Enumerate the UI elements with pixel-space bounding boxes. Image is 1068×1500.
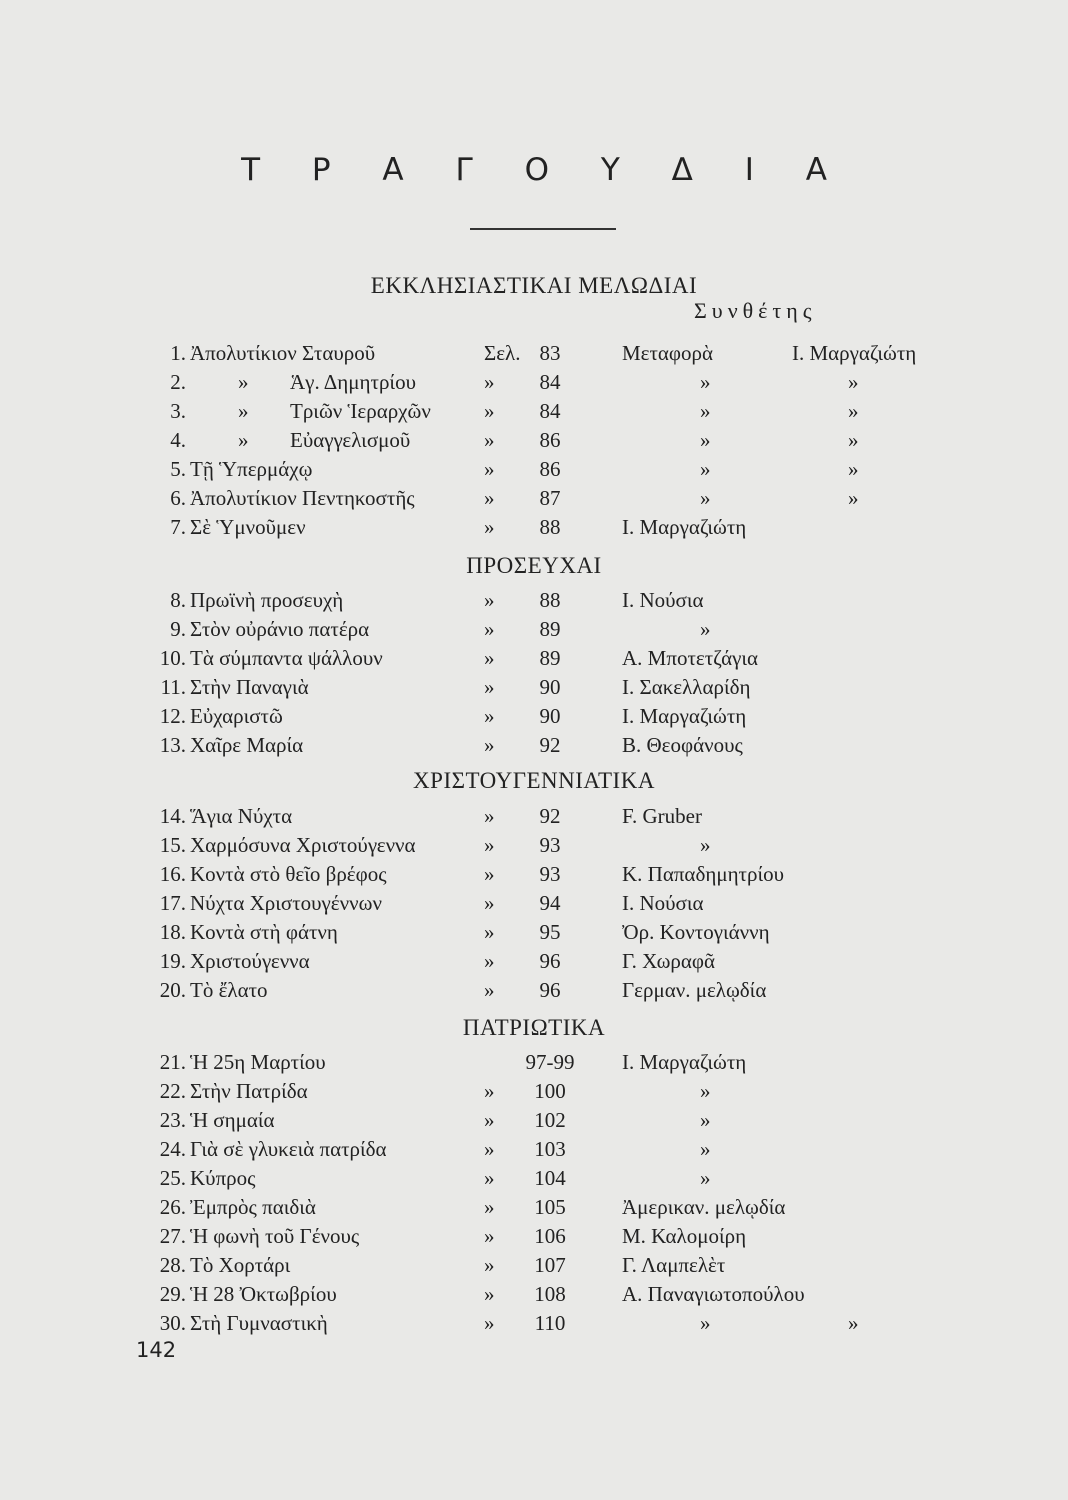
song-page: 103 <box>534 1137 566 1161</box>
song-composer-secondary: Ι. Μαργαζιώτη <box>792 341 917 365</box>
page-ref-label: » <box>484 1079 495 1103</box>
section-heading-ecclesiastical: ΕΚΚΛΗΣΙΑΣΤΙΚΑΙ ΜΕΛΩΔΙΑΙ <box>370 273 698 298</box>
song-composer: Α. Μποτετζάγια <box>622 646 759 670</box>
song-number: 14. <box>159 804 186 828</box>
song-composer: » <box>700 486 711 510</box>
song-number: 10. <box>159 646 186 670</box>
song-composer-secondary: » <box>848 457 859 481</box>
page-ref-label: » <box>484 457 495 481</box>
song-composer: Κ. Παπαδημητρίου <box>622 862 785 886</box>
song-row <box>0 617 1068 645</box>
song-number: 3. <box>170 399 186 423</box>
song-number: 4. <box>170 428 186 452</box>
song-number: 1. <box>170 341 186 365</box>
song-number: 2. <box>170 370 186 394</box>
song-number: 21. <box>159 1050 186 1074</box>
song-composer: Ι. Μαργαζιώτη <box>622 704 747 728</box>
page-ref-label: » <box>484 588 495 612</box>
song-title: Κοντὰ στὴ φάτνη <box>190 920 338 944</box>
song-page: 87 <box>539 486 561 510</box>
song-composer: » <box>700 370 711 394</box>
song-composer: Ι. Νούσια <box>622 891 704 915</box>
song-number: 30. <box>159 1311 186 1335</box>
page-ref-label: » <box>484 515 495 539</box>
song-row <box>0 1166 1068 1194</box>
song-composer: » <box>700 399 711 423</box>
song-title: Ἀπολυτίκιον Πεντηκοστῆς <box>190 486 415 510</box>
song-page: 107 <box>534 1253 566 1277</box>
song-row <box>0 486 1068 514</box>
song-row <box>0 457 1068 485</box>
page-ref-label: » <box>484 675 495 699</box>
song-page: 90 <box>539 704 561 728</box>
page-ref-label: » <box>484 399 495 423</box>
song-composer-secondary: » <box>848 1311 859 1335</box>
page-ref-label: » <box>484 1108 495 1132</box>
song-page: 95 <box>539 920 561 944</box>
song-row <box>0 804 1068 832</box>
song-number: 28. <box>159 1253 186 1277</box>
page-ref-label: Σελ. <box>484 341 521 365</box>
song-number: 27. <box>159 1224 186 1248</box>
song-title: Ἡ 28 Ὀκτωβρίου <box>190 1282 337 1306</box>
song-row <box>0 428 1068 456</box>
song-title: Χαρμόσυνα Χριστούγεννα <box>190 833 416 857</box>
song-page: 88 <box>539 588 561 612</box>
song-number: 13. <box>159 733 186 757</box>
song-number: 9. <box>170 617 186 641</box>
song-row <box>0 978 1068 1006</box>
song-number: 25. <box>159 1166 186 1190</box>
song-title: Ἡ φωνὴ τοῦ Γένους <box>190 1224 360 1248</box>
song-composer: » <box>700 1311 711 1335</box>
page-ref-label: » <box>484 920 495 944</box>
song-number: 19. <box>159 949 186 973</box>
song-title: Χριστούγεννα <box>190 949 310 973</box>
page-number: 142 <box>136 1338 177 1362</box>
song-title: Ἅγια Νύχτα <box>190 804 293 828</box>
page-ref-label: » <box>484 1195 495 1219</box>
song-composer: » <box>700 1108 711 1132</box>
song-composer: Γ. Χωραφᾶ <box>622 949 716 973</box>
song-composer: Ὀρ. Κοντογιάννη <box>622 920 770 944</box>
song-composer-secondary: » <box>848 399 859 423</box>
song-row <box>0 1253 1068 1281</box>
song-page: 93 <box>539 862 561 886</box>
page-ref-label: » <box>484 862 495 886</box>
song-row <box>0 1137 1068 1165</box>
song-row <box>0 341 1068 369</box>
page-ref-label: » <box>484 617 495 641</box>
song-number: 16. <box>159 862 186 886</box>
song-title: Τριῶν Ἱεραρχῶν <box>290 399 431 423</box>
song-ditto-mark: » <box>238 370 249 394</box>
song-number: 6. <box>170 486 186 510</box>
song-row <box>0 891 1068 919</box>
section-heading-prayers: ΠΡΟΣΕΥΧΑΙ <box>466 553 602 578</box>
song-title: Ἐμπρὸς παιδιὰ <box>190 1195 316 1219</box>
page-title: Τ Ρ Α Γ Ο Υ Δ Ι Α <box>241 152 848 188</box>
song-page: 83 <box>539 341 561 365</box>
song-title: Ἀπολυτίκιον Σταυροῦ <box>190 341 376 365</box>
song-number: 5. <box>170 457 186 481</box>
page-ref-label: » <box>484 704 495 728</box>
page-ref-label: » <box>484 486 495 510</box>
section-heading-patriotic: ΠΑΤΡΙΩΤΙΚΑ <box>462 1015 606 1040</box>
song-row <box>0 1311 1068 1339</box>
song-composer: Ι. Μαργαζιώτη <box>622 1050 747 1074</box>
song-composer: Ι. Νούσια <box>622 588 704 612</box>
page-ref-label: » <box>484 1311 495 1335</box>
page-ref-label: » <box>484 1137 495 1161</box>
song-row <box>0 1282 1068 1310</box>
song-row <box>0 1224 1068 1252</box>
song-row <box>0 1108 1068 1136</box>
song-row <box>0 399 1068 427</box>
song-title: Νύχτα Χριστουγέννων <box>190 891 382 915</box>
song-page: 102 <box>534 1108 566 1132</box>
song-composer: » <box>700 833 711 857</box>
song-composer: Γ. Λαμπελὲτ <box>622 1253 726 1277</box>
song-page: 92 <box>539 804 561 828</box>
song-number: 24. <box>159 1137 186 1161</box>
song-number: 26. <box>159 1195 186 1219</box>
song-title: Χαῖρε Μαρία <box>190 733 304 757</box>
song-composer: Β. Θεοφάνους <box>622 733 743 757</box>
song-title: Στὴν Πατρίδα <box>190 1079 308 1103</box>
song-title: Κοντὰ στὸ θεῖο βρέφος <box>190 862 387 886</box>
composer-column-header: Συνθέτης <box>694 298 817 323</box>
page-ref-label: » <box>484 949 495 973</box>
song-page: 108 <box>534 1282 566 1306</box>
song-page: 100 <box>534 1079 566 1103</box>
page-ref-label: » <box>484 891 495 915</box>
song-row <box>0 1050 1068 1078</box>
song-title: Στὴν Παναγιὰ <box>190 675 309 699</box>
song-title: Σὲ Ὑμνοῦμεν <box>190 515 306 539</box>
song-composer: Μεταφορὰ <box>622 341 714 365</box>
song-composer: Ι. Μαργαζιώτη <box>622 515 747 539</box>
song-composer: Ἀμερικαν. μελῳδία <box>622 1195 786 1219</box>
song-title: Πρωϊνὴ προσευχὴ <box>190 588 344 612</box>
song-page: 97-99 <box>525 1050 575 1074</box>
song-number: 7. <box>170 515 186 539</box>
song-composer: » <box>700 428 711 452</box>
song-row <box>0 515 1068 543</box>
song-composer: Γερμαν. μελῳδία <box>622 978 767 1002</box>
song-row <box>0 862 1068 890</box>
song-composer: F. Gruber <box>622 804 702 828</box>
song-title: Ἁγ. Δημητρίου <box>290 370 416 394</box>
song-row <box>0 704 1068 732</box>
song-page: 92 <box>539 733 561 757</box>
song-number: 17. <box>159 891 186 915</box>
song-number: 22. <box>159 1079 186 1103</box>
song-number: 11. <box>160 675 186 699</box>
page-ref-label: » <box>484 428 495 452</box>
song-number: 18. <box>159 920 186 944</box>
song-title: Στὸν οὐράνιο πατέρα <box>190 617 370 641</box>
song-page: 89 <box>539 617 561 641</box>
song-title: Γιὰ σὲ γλυκειὰ πατρίδα <box>190 1137 387 1161</box>
song-page: 93 <box>539 833 561 857</box>
page-ref-label: » <box>484 1253 495 1277</box>
song-page: 96 <box>539 949 561 973</box>
song-title: Τῇ Ὑπερμάχῳ <box>190 457 313 481</box>
song-page: 88 <box>539 515 561 539</box>
song-title: Τὰ σύμπαντα ψάλλουν <box>190 646 383 670</box>
song-composer: Α. Παναγιωτοπούλου <box>622 1282 805 1306</box>
page-ref-label: » <box>484 978 495 1002</box>
song-number: 8. <box>170 588 186 612</box>
song-page: 90 <box>539 675 561 699</box>
song-page: 105 <box>534 1195 566 1219</box>
song-row <box>0 733 1068 761</box>
song-composer: » <box>700 457 711 481</box>
song-page: 104 <box>534 1166 566 1190</box>
song-page: 86 <box>539 457 561 481</box>
page-ref-label: » <box>484 804 495 828</box>
song-title: Στὴ Γυμναστικὴ <box>190 1311 328 1335</box>
page-ref-label: » <box>484 370 495 394</box>
song-composer: » <box>700 1166 711 1190</box>
song-title: Κύπρος <box>190 1166 256 1190</box>
song-row <box>0 833 1068 861</box>
song-composer: Ι. Σακελλαρίδη <box>622 675 751 699</box>
page-ref-label: » <box>484 1282 495 1306</box>
song-title: Ἡ 25η Μαρτίου <box>190 1050 326 1074</box>
page-ref-label: » <box>484 1224 495 1248</box>
song-ditto-mark: » <box>238 399 249 423</box>
song-composer-secondary: » <box>848 428 859 452</box>
song-page: 96 <box>539 978 561 1002</box>
page-ref-label: » <box>484 1166 495 1190</box>
song-row <box>0 949 1068 977</box>
page-ref-label: » <box>484 646 495 670</box>
song-composer: Μ. Καλομοίρη <box>622 1224 747 1248</box>
song-composer-secondary: » <box>848 486 859 510</box>
song-row <box>0 1195 1068 1223</box>
song-page: 110 <box>534 1311 566 1335</box>
song-title: Τὸ ἔλατο <box>190 978 268 1002</box>
song-composer-secondary: » <box>848 370 859 394</box>
song-number: 29. <box>159 1282 186 1306</box>
song-page: 89 <box>539 646 561 670</box>
section-heading-christmas: ΧΡΙΣΤΟΥΓΕΝΝΙΑΤΙΚΑ <box>413 768 655 793</box>
song-row <box>0 675 1068 703</box>
title-divider <box>470 228 616 230</box>
song-row <box>0 1079 1068 1107</box>
song-number: 20. <box>159 978 186 1002</box>
song-composer: » <box>700 617 711 641</box>
song-number: 15. <box>159 833 186 857</box>
song-row <box>0 588 1068 616</box>
song-row <box>0 646 1068 674</box>
song-title: Εὐαγγελισμοῦ <box>290 428 411 452</box>
page-ref-label: » <box>484 733 495 757</box>
song-ditto-mark: » <box>238 428 249 452</box>
song-composer: » <box>700 1079 711 1103</box>
song-number: 12. <box>159 704 186 728</box>
song-row <box>0 370 1068 398</box>
song-page: 84 <box>539 399 561 423</box>
song-title: Τὸ Χορτάρι <box>190 1253 291 1277</box>
page-ref-label: » <box>484 833 495 857</box>
song-page: 94 <box>539 891 561 915</box>
song-row <box>0 920 1068 948</box>
song-title: Εὐχαριστῶ <box>190 704 283 728</box>
song-page: 86 <box>539 428 561 452</box>
song-title: Ἡ σημαία <box>190 1108 275 1132</box>
song-number: 23. <box>159 1108 186 1132</box>
song-page: 106 <box>534 1224 566 1248</box>
song-page: 84 <box>539 370 561 394</box>
song-composer: » <box>700 1137 711 1161</box>
